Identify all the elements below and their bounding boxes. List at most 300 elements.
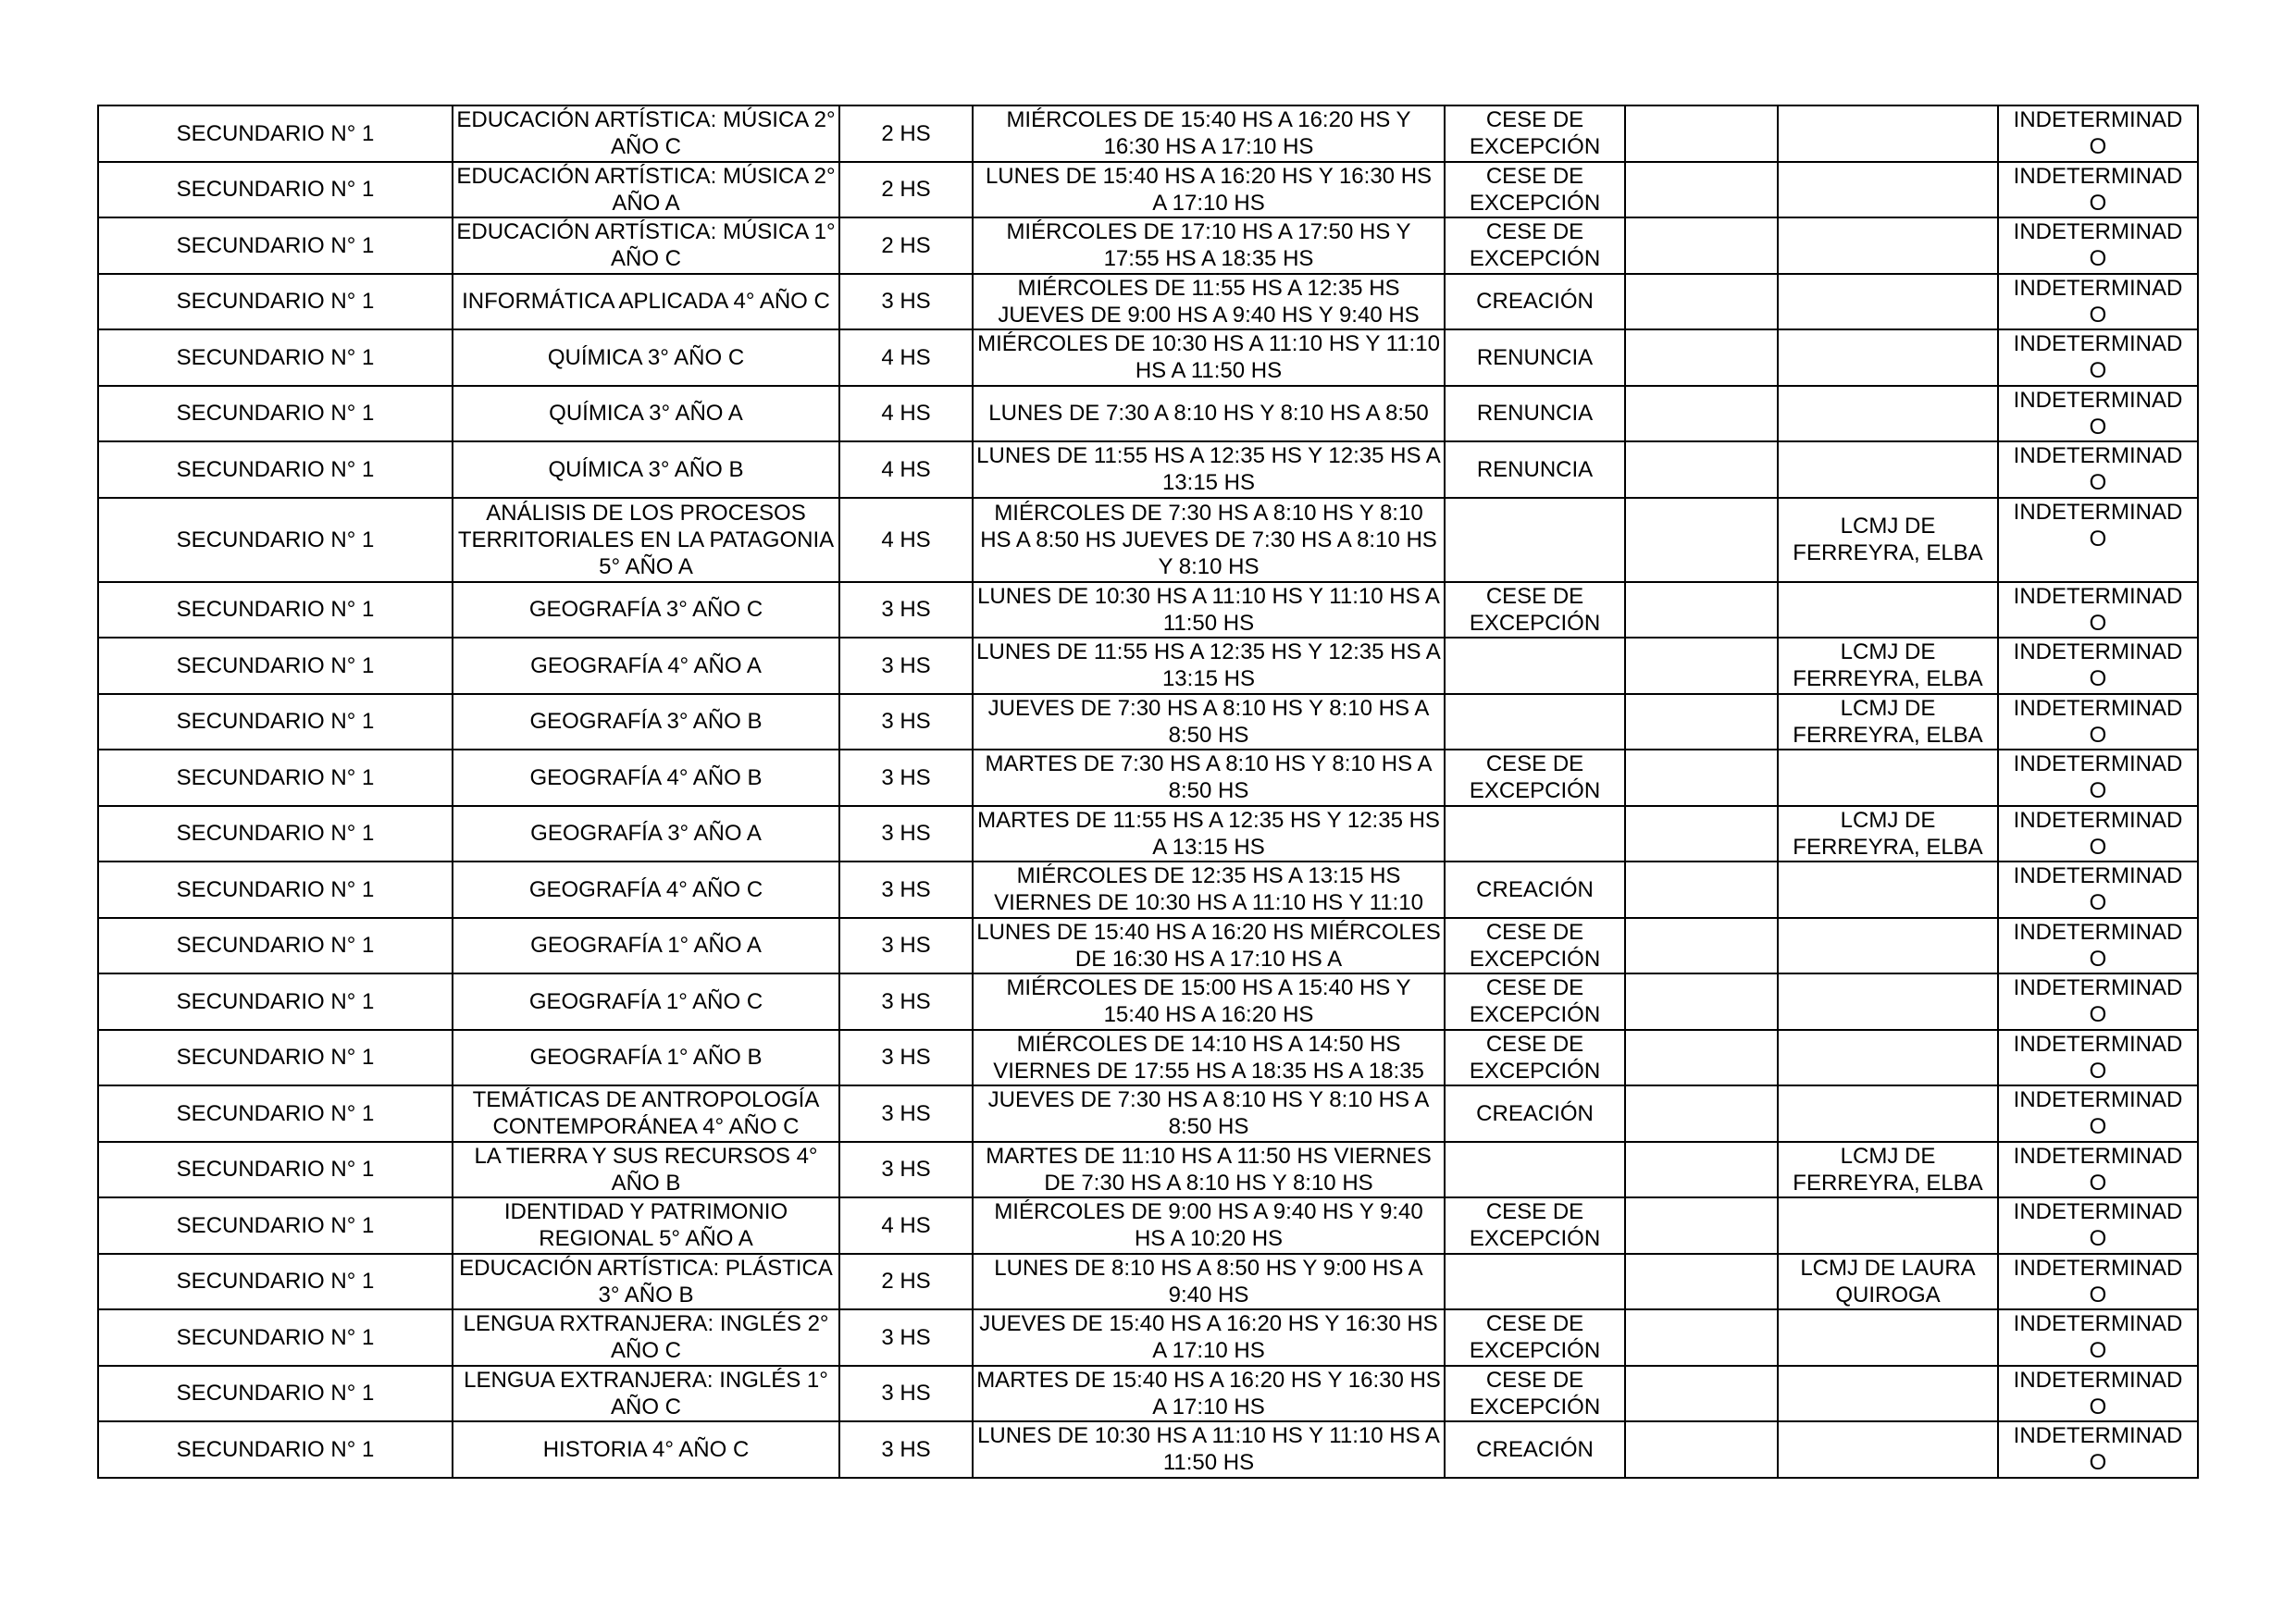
hours-cell xyxy=(839,1366,973,1422)
table-row xyxy=(98,1254,2198,1310)
hours-cell-text: 3 HS xyxy=(881,821,931,847)
school-cell-text: SECUNDARIO N° 1 xyxy=(176,1157,375,1183)
empty-cell xyxy=(1625,329,1778,386)
replaces-cell xyxy=(1778,750,1998,806)
school-cell xyxy=(98,105,453,162)
hours-cell-text: 3 HS xyxy=(881,876,931,902)
schedule-cell-text: JUEVES DE 15:40 HS A 16:20 HS Y 16:30 HS A 17:10 HS xyxy=(979,1311,1438,1364)
school-cell-text: SECUNDARIO N° 1 xyxy=(176,1100,375,1126)
hours-cell xyxy=(839,973,973,1030)
schedule-cell-text: MIÉRCOLES DE 10:30 HS A 11:10 HS Y 11:10 HS A 11:50 HS xyxy=(977,331,1440,384)
table-row xyxy=(98,1197,2198,1254)
replaces-cell xyxy=(1778,274,1998,330)
term-cell xyxy=(1998,1366,2198,1422)
hours-cell-text: 4 HS xyxy=(881,401,931,427)
table-row xyxy=(98,694,2198,750)
schedule-cell xyxy=(973,274,1445,330)
subject-cell-text: GEOGRAFÍA 4° AÑO B xyxy=(529,764,763,790)
school-cell-text: SECUNDARIO N° 1 xyxy=(176,232,375,258)
hours-cell xyxy=(839,441,973,498)
school-cell-text: SECUNDARIO N° 1 xyxy=(176,120,375,146)
subject-cell xyxy=(453,1085,839,1142)
term-cell-text: INDETERMINADO xyxy=(2013,1311,2183,1363)
reason-cell-text: CESE DE EXCEPCIÓN xyxy=(1469,1031,1601,1084)
subject-cell xyxy=(453,386,839,442)
school-cell-text: SECUNDARIO N° 1 xyxy=(176,764,375,790)
term-cell xyxy=(1998,217,2198,274)
empty-cell xyxy=(1625,162,1778,218)
reason-cell xyxy=(1445,1085,1625,1142)
table-row xyxy=(98,862,2198,918)
reason-cell xyxy=(1445,582,1625,638)
school-cell-text: SECUNDARIO N° 1 xyxy=(176,177,375,203)
hours-cell-text: 3 HS xyxy=(881,652,931,678)
replaces-cell xyxy=(1778,918,1998,974)
subject-cell xyxy=(453,329,839,386)
term-cell-text: INDETERMINADO xyxy=(2013,695,2183,748)
subject-cell-text: QUÍMICA 3° AÑO C xyxy=(547,344,745,370)
hours-cell-text: 2 HS xyxy=(881,120,931,146)
replaces-cell-text: LCMJ DE FERREYRA, ELBA xyxy=(1793,695,1983,748)
school-cell-text: SECUNDARIO N° 1 xyxy=(176,456,375,482)
school-cell xyxy=(98,694,453,750)
reason-cell xyxy=(1445,386,1625,442)
reason-cell xyxy=(1445,162,1625,218)
subject-cell xyxy=(453,582,839,638)
school-cell xyxy=(98,1366,453,1422)
term-cell xyxy=(1998,105,2198,162)
hours-cell xyxy=(839,217,973,274)
term-cell-text: INDETERMINADO xyxy=(2013,1087,2183,1139)
schedule-cell xyxy=(973,1421,1445,1478)
term-cell-text: INDETERMINADO xyxy=(2013,919,2183,972)
replaces-cell-text: LCMJ DE FERREYRA, ELBA xyxy=(1793,639,1983,692)
replaces-cell xyxy=(1778,638,1998,694)
subject-cell-text: GEOGRAFÍA 4° AÑO A xyxy=(530,652,762,678)
empty-cell xyxy=(1625,386,1778,442)
term-cell xyxy=(1998,498,2198,582)
schedule-cell xyxy=(973,582,1445,638)
hours-cell-text: 3 HS xyxy=(881,709,931,735)
table-row xyxy=(98,1030,2198,1086)
subject-cell-text: EDUCACIÓN ARTÍSTICA: MÚSICA 2° AÑO C xyxy=(456,107,836,160)
table-body xyxy=(98,105,2198,1478)
school-cell xyxy=(98,1085,453,1142)
term-cell xyxy=(1998,1309,2198,1366)
school-cell xyxy=(98,973,453,1030)
table-row xyxy=(98,1085,2198,1142)
hours-cell xyxy=(839,1309,973,1366)
school-cell xyxy=(98,1197,453,1254)
hours-cell-text: 3 HS xyxy=(881,1324,931,1350)
school-cell xyxy=(98,750,453,806)
empty-cell xyxy=(1625,498,1778,582)
hours-cell-text: 3 HS xyxy=(881,1436,931,1462)
empty-cell xyxy=(1625,105,1778,162)
term-cell xyxy=(1998,973,2198,1030)
reason-cell xyxy=(1445,1366,1625,1422)
reason-cell xyxy=(1445,694,1625,750)
schedule-cell-text: LUNES DE 15:40 HS A 16:20 HS MIÉRCOLES DE 16:30 HS A 17:10 HS A xyxy=(976,919,1441,972)
subject-cell xyxy=(453,918,839,974)
hours-cell xyxy=(839,806,973,862)
term-cell xyxy=(1998,1197,2198,1254)
school-cell xyxy=(98,1309,453,1366)
school-cell xyxy=(98,1142,453,1198)
school-cell-text: SECUNDARIO N° 1 xyxy=(176,876,375,902)
reason-cell-text: CESE DE EXCEPCIÓN xyxy=(1469,219,1601,272)
subject-cell xyxy=(453,806,839,862)
school-cell-text: SECUNDARIO N° 1 xyxy=(176,1436,375,1462)
hours-cell xyxy=(839,386,973,442)
school-cell xyxy=(98,386,453,442)
hours-cell xyxy=(839,694,973,750)
hours-cell-text: 3 HS xyxy=(881,289,931,315)
schedule-cell-text: LUNES DE 8:10 HS A 8:50 HS Y 9:00 HS A 9:40 HS xyxy=(994,1255,1423,1308)
term-cell xyxy=(1998,638,2198,694)
replaces-cell xyxy=(1778,862,1998,918)
subject-cell xyxy=(453,1421,839,1478)
hours-cell-text: 4 HS xyxy=(881,1212,931,1238)
schedule-cell-text: MARTES DE 11:55 HS A 12:35 HS Y 12:35 HS A 13:15 HS xyxy=(977,807,1440,860)
schedule-cell-text: MARTES DE 15:40 HS A 16:20 HS Y 16:30 HS A 17:10 HS xyxy=(976,1367,1441,1419)
reason-cell-text: RENUNCIA xyxy=(1476,456,1594,482)
replaces-cell xyxy=(1778,1142,1998,1198)
schedule-cell-text: LUNES DE 10:30 HS A 11:10 HS Y 11:10 HS A 11:50 HS xyxy=(977,1423,1440,1476)
subject-cell-text: GEOGRAFÍA 3° AÑO C xyxy=(528,597,763,623)
reason-cell xyxy=(1445,105,1625,162)
schedule-cell xyxy=(973,918,1445,974)
subject-cell-text: TEMÁTICAS DE ANTROPOLOGÍA CONTEMPORÁNEA 4° AÑO C xyxy=(472,1087,820,1140)
schedule-cell xyxy=(973,1254,1445,1310)
schedule-cell-text: LUNES DE 10:30 HS A 11:10 HS Y 11:10 HS A 11:50 HS xyxy=(977,583,1440,636)
term-cell-text: INDETERMINADO xyxy=(2013,387,2183,440)
school-cell xyxy=(98,638,453,694)
hours-cell xyxy=(839,1030,973,1086)
school-cell-text: SECUNDARIO N° 1 xyxy=(176,597,375,623)
table-row xyxy=(98,105,2198,162)
subject-cell xyxy=(453,1142,839,1198)
empty-cell xyxy=(1625,1366,1778,1422)
term-cell-text: INDETERMINADO xyxy=(2013,1031,2183,1084)
reason-cell-text: CESE DE EXCEPCIÓN xyxy=(1469,1311,1601,1364)
reason-cell-text: CESE DE EXCEPCIÓN xyxy=(1469,751,1601,804)
term-cell xyxy=(1998,1254,2198,1310)
empty-cell xyxy=(1625,806,1778,862)
replaces-cell xyxy=(1778,441,1998,498)
term-cell xyxy=(1998,582,2198,638)
subject-cell xyxy=(453,441,839,498)
term-cell-text: INDETERMINADO xyxy=(2013,163,2183,216)
hours-cell xyxy=(839,105,973,162)
school-cell xyxy=(98,918,453,974)
empty-cell xyxy=(1625,694,1778,750)
hours-cell xyxy=(839,1142,973,1198)
school-cell-text: SECUNDARIO N° 1 xyxy=(176,289,375,315)
table-row xyxy=(98,1366,2198,1422)
school-cell xyxy=(98,498,453,582)
term-cell-text: INDETERMINADO xyxy=(2013,275,2183,328)
school-cell xyxy=(98,1254,453,1310)
replaces-cell-text: LCMJ DE FERREYRA, ELBA xyxy=(1793,514,1983,565)
replaces-cell xyxy=(1778,217,1998,274)
schedule-cell-text: MIÉRCOLES DE 11:55 HS A 12:35 HS JUEVES DE 9:00 HS A 9:40 HS Y 9:40 HS xyxy=(998,275,1420,328)
schedule-cell xyxy=(973,217,1445,274)
subject-cell xyxy=(453,1254,839,1310)
school-cell-text: SECUNDARIO N° 1 xyxy=(176,988,375,1014)
school-cell-text: SECUNDARIO N° 1 xyxy=(176,1212,375,1238)
replaces-cell xyxy=(1778,973,1998,1030)
reason-cell xyxy=(1445,1030,1625,1086)
schedule-cell xyxy=(973,1142,1445,1198)
term-cell-text: INDETERMINADO xyxy=(2013,1199,2183,1251)
subject-cell-text: GEOGRAFÍA 3° AÑO A xyxy=(530,821,762,847)
hours-cell-text: 2 HS xyxy=(881,232,931,258)
subject-cell-text: EDUCACIÓN ARTÍSTICA: MÚSICA 1° AÑO C xyxy=(456,219,836,272)
schedule-cell xyxy=(973,498,1445,582)
empty-cell xyxy=(1625,1030,1778,1086)
school-cell xyxy=(98,806,453,862)
schedule-cell-text: MIÉRCOLES DE 9:00 HS A 9:40 HS Y 9:40 HS A 10:20 HS xyxy=(994,1199,1423,1252)
school-cell-text: SECUNDARIO N° 1 xyxy=(176,401,375,427)
term-cell xyxy=(1998,694,2198,750)
hours-cell-text: 4 HS xyxy=(881,456,931,482)
schedule-cell-text: MIÉRCOLES DE 12:35 HS A 13:15 HS VIERNES DE 10:30 HS A 11:10 HS Y 11:10 xyxy=(994,863,1423,916)
schedule-cell xyxy=(973,105,1445,162)
school-cell-text: SECUNDARIO N° 1 xyxy=(176,527,375,552)
term-cell-text: INDETERMINADO xyxy=(2013,863,2183,915)
subject-cell-text: INFORMÁTICA APLICADA 4° AÑO C xyxy=(462,289,830,315)
schedule-cell-text: JUEVES DE 7:30 HS A 8:10 HS Y 8:10 HS A 8:50 HS xyxy=(987,695,1430,748)
hours-cell xyxy=(839,1421,973,1478)
term-cell-text: INDETERMINADO xyxy=(2013,443,2183,495)
school-cell xyxy=(98,162,453,218)
schedule-cell xyxy=(973,386,1445,442)
hours-cell xyxy=(839,862,973,918)
replaces-cell xyxy=(1778,1197,1998,1254)
table-row xyxy=(98,806,2198,862)
subject-cell xyxy=(453,498,839,582)
term-cell xyxy=(1998,806,2198,862)
schedule-cell-text: MIÉRCOLES DE 15:40 HS A 16:20 HS Y 16:30 HS A 17:10 HS xyxy=(1006,107,1411,160)
school-cell xyxy=(98,274,453,330)
table-row xyxy=(98,217,2198,274)
term-cell xyxy=(1998,274,2198,330)
term-cell-text: INDETERMINADO xyxy=(2013,1423,2183,1475)
subject-cell xyxy=(453,862,839,918)
replaces-cell xyxy=(1778,105,1998,162)
schedule-cell-text: LUNES DE 15:40 HS A 16:20 HS Y 16:30 HS A 17:10 HS xyxy=(985,163,1433,216)
reason-cell xyxy=(1445,1197,1625,1254)
subject-cell-text: GEOGRAFÍA 1° AÑO B xyxy=(529,1045,763,1071)
subject-cell-text: GEOGRAFÍA 4° AÑO C xyxy=(528,876,763,902)
schedule-cell-text: LUNES DE 11:55 HS A 12:35 HS Y 12:35 HS A 13:15 HS xyxy=(976,443,1441,496)
table-row xyxy=(98,329,2198,386)
subject-cell xyxy=(453,1309,839,1366)
school-cell xyxy=(98,329,453,386)
term-cell xyxy=(1998,1142,2198,1198)
table-row xyxy=(98,498,2198,582)
subject-cell-text: IDENTIDAD Y PATRIMONIO REGIONAL 5° AÑO A xyxy=(503,1199,788,1252)
reason-cell-text: CESE DE EXCEPCIÓN xyxy=(1469,919,1601,972)
term-cell xyxy=(1998,386,2198,442)
hours-cell xyxy=(839,582,973,638)
subject-cell-text: GEOGRAFÍA 3° AÑO B xyxy=(529,709,763,735)
hours-cell-text: 3 HS xyxy=(881,1045,931,1071)
hours-cell xyxy=(839,1254,973,1310)
replaces-cell xyxy=(1778,1030,1998,1086)
hours-cell-text: 3 HS xyxy=(881,1100,931,1126)
reason-cell-text: CESE DE EXCEPCIÓN xyxy=(1469,1199,1601,1252)
table-row xyxy=(98,162,2198,218)
reason-cell xyxy=(1445,441,1625,498)
hours-cell-text: 4 HS xyxy=(881,527,931,552)
empty-cell xyxy=(1625,1421,1778,1478)
term-cell-text: INDETERMINADO xyxy=(2013,751,2183,803)
schedule-cell xyxy=(973,1030,1445,1086)
hours-cell xyxy=(839,918,973,974)
empty-cell xyxy=(1625,1085,1778,1142)
term-cell-text: INDETERMINADO xyxy=(2013,1255,2183,1308)
term-cell xyxy=(1998,441,2198,498)
table-row xyxy=(98,973,2198,1030)
school-cell xyxy=(98,1030,453,1086)
table-row xyxy=(98,441,2198,498)
school-cell xyxy=(98,582,453,638)
schedule-cell xyxy=(973,638,1445,694)
reason-cell xyxy=(1445,918,1625,974)
reason-cell-text: RENUNCIA xyxy=(1476,344,1594,370)
school-cell-text: SECUNDARIO N° 1 xyxy=(176,652,375,678)
subject-cell xyxy=(453,1197,839,1254)
reason-cell-text: CREACIÓN xyxy=(1476,289,1594,315)
subject-cell xyxy=(453,162,839,218)
subject-cell xyxy=(453,1366,839,1422)
subject-cell-text: ANÁLISIS DE LOS PROCESOS TERRITORIALES EN LA PATAGONIA 5° AÑO A xyxy=(457,500,835,579)
empty-cell xyxy=(1625,750,1778,806)
table-row xyxy=(98,1309,2198,1366)
school-cell xyxy=(98,862,453,918)
replaces-cell-text: LCMJ DE FERREYRA, ELBA xyxy=(1793,807,1983,860)
empty-cell xyxy=(1625,274,1778,330)
subject-cell xyxy=(453,638,839,694)
table-row xyxy=(98,750,2198,806)
reason-cell xyxy=(1445,274,1625,330)
schedule-cell-text: JUEVES DE 7:30 HS A 8:10 HS Y 8:10 HS A 8:50 HS xyxy=(987,1087,1430,1140)
hours-cell-text: 3 HS xyxy=(881,597,931,623)
replaces-cell xyxy=(1778,1254,1998,1310)
schedule-cell-text: MARTES DE 11:10 HS A 11:50 HS VIERNES DE 7:30 HS A 8:10 HS Y 8:10 HS xyxy=(986,1143,1432,1196)
school-cell-text: SECUNDARIO N° 1 xyxy=(176,709,375,735)
schedule-cell xyxy=(973,1366,1445,1422)
term-cell-text: INDETERMINADO xyxy=(2013,583,2183,636)
term-cell xyxy=(1998,1085,2198,1142)
school-cell-text: SECUNDARIO N° 1 xyxy=(176,821,375,847)
subject-cell-text: LENGUA EXTRANJERA: INGLÉS 1° AÑO C xyxy=(464,1367,828,1419)
subject-cell-text: GEOGRAFÍA 1° AÑO A xyxy=(530,933,762,959)
school-cell xyxy=(98,441,453,498)
reason-cell-text: RENUNCIA xyxy=(1476,401,1594,427)
hours-cell xyxy=(839,1197,973,1254)
schedule-cell-text: MIÉRCOLES DE 7:30 HS A 8:10 HS Y 8:10 HS A 8:50 HS JUEVES DE 7:30 HS A 8:10 HS Y 8:10 HS xyxy=(980,500,1437,579)
replaces-cell xyxy=(1778,386,1998,442)
term-cell-text: INDETERMINADO xyxy=(2013,807,2183,860)
term-cell-text: INDETERMINADO xyxy=(2013,331,2183,383)
reason-cell xyxy=(1445,973,1625,1030)
term-cell-text: INDETERMINADO xyxy=(2013,499,2183,552)
subject-cell-text: LENGUA RXTRANJERA: INGLÉS 2° AÑO C xyxy=(463,1311,829,1364)
term-cell-text: INDETERMINADO xyxy=(2013,1143,2183,1196)
term-cell xyxy=(1998,329,2198,386)
schedule-cell-text: MIÉRCOLES DE 17:10 HS A 17:50 HS Y 17:55 HS A 18:35 HS xyxy=(1006,219,1411,272)
hours-cell xyxy=(839,1085,973,1142)
schedule-cell xyxy=(973,973,1445,1030)
term-cell xyxy=(1998,1421,2198,1478)
replaces-cell-text: LCMJ DE LAURA QUIROGA xyxy=(1800,1255,1976,1308)
reason-cell-text: CREACIÓN xyxy=(1476,1436,1594,1462)
empty-cell xyxy=(1625,973,1778,1030)
hours-cell xyxy=(839,498,973,582)
reason-cell xyxy=(1445,1254,1625,1310)
schedule-cell-text: MIÉRCOLES DE 14:10 HS A 14:50 HS VIERNES DE 17:55 HS A 18:35 HS A 18:35 xyxy=(993,1031,1424,1084)
reason-cell xyxy=(1445,1142,1625,1198)
subject-cell xyxy=(453,274,839,330)
subject-cell-text: HISTORIA 4° AÑO C xyxy=(542,1436,750,1462)
schedule-cell xyxy=(973,862,1445,918)
replaces-cell xyxy=(1778,1309,1998,1366)
hours-cell-text: 2 HS xyxy=(881,1269,931,1295)
replaces-cell xyxy=(1778,498,1998,582)
replaces-cell xyxy=(1778,806,1998,862)
empty-cell xyxy=(1625,217,1778,274)
schedule-cell xyxy=(973,806,1445,862)
reason-cell-text: CREACIÓN xyxy=(1476,876,1594,902)
hours-cell xyxy=(839,162,973,218)
subject-cell-text: QUÍMICA 3° AÑO A xyxy=(549,401,743,427)
term-cell xyxy=(1998,750,2198,806)
reason-cell-text: CESE DE EXCEPCIÓN xyxy=(1469,107,1601,160)
replaces-cell xyxy=(1778,1421,1998,1478)
school-cell-text: SECUNDARIO N° 1 xyxy=(176,933,375,959)
term-cell-text: INDETERMINADO xyxy=(2013,107,2183,159)
schedule-cell xyxy=(973,750,1445,806)
reason-cell-text: CREACIÓN xyxy=(1476,1100,1594,1126)
subject-cell xyxy=(453,973,839,1030)
table-row xyxy=(98,386,2198,442)
empty-cell xyxy=(1625,1254,1778,1310)
reason-cell xyxy=(1445,329,1625,386)
schedule-cell xyxy=(973,1197,1445,1254)
school-cell-text: SECUNDARIO N° 1 xyxy=(176,1045,375,1071)
subject-cell xyxy=(453,750,839,806)
reason-cell-text: CESE DE EXCEPCIÓN xyxy=(1469,583,1601,636)
table-row xyxy=(98,918,2198,974)
school-cell-text: SECUNDARIO N° 1 xyxy=(176,1324,375,1350)
hours-cell xyxy=(839,329,973,386)
replaces-cell xyxy=(1778,1085,1998,1142)
empty-cell xyxy=(1625,582,1778,638)
empty-cell xyxy=(1625,1142,1778,1198)
schedule-cell-text: LUNES DE 11:55 HS A 12:35 HS Y 12:35 HS A 13:15 HS xyxy=(976,639,1441,692)
subject-cell-text: QUÍMICA 3° AÑO B xyxy=(548,456,744,482)
replaces-cell xyxy=(1778,1366,1998,1422)
school-cell-text: SECUNDARIO N° 1 xyxy=(176,1269,375,1295)
school-cell-text: SECUNDARIO N° 1 xyxy=(176,1381,375,1407)
term-cell-text: INDETERMINADO xyxy=(2013,639,2183,691)
reason-cell-text: CESE DE EXCEPCIÓN xyxy=(1469,1367,1601,1419)
hours-cell-text: 3 HS xyxy=(881,1381,931,1407)
hours-cell-text: 4 HS xyxy=(881,344,931,370)
